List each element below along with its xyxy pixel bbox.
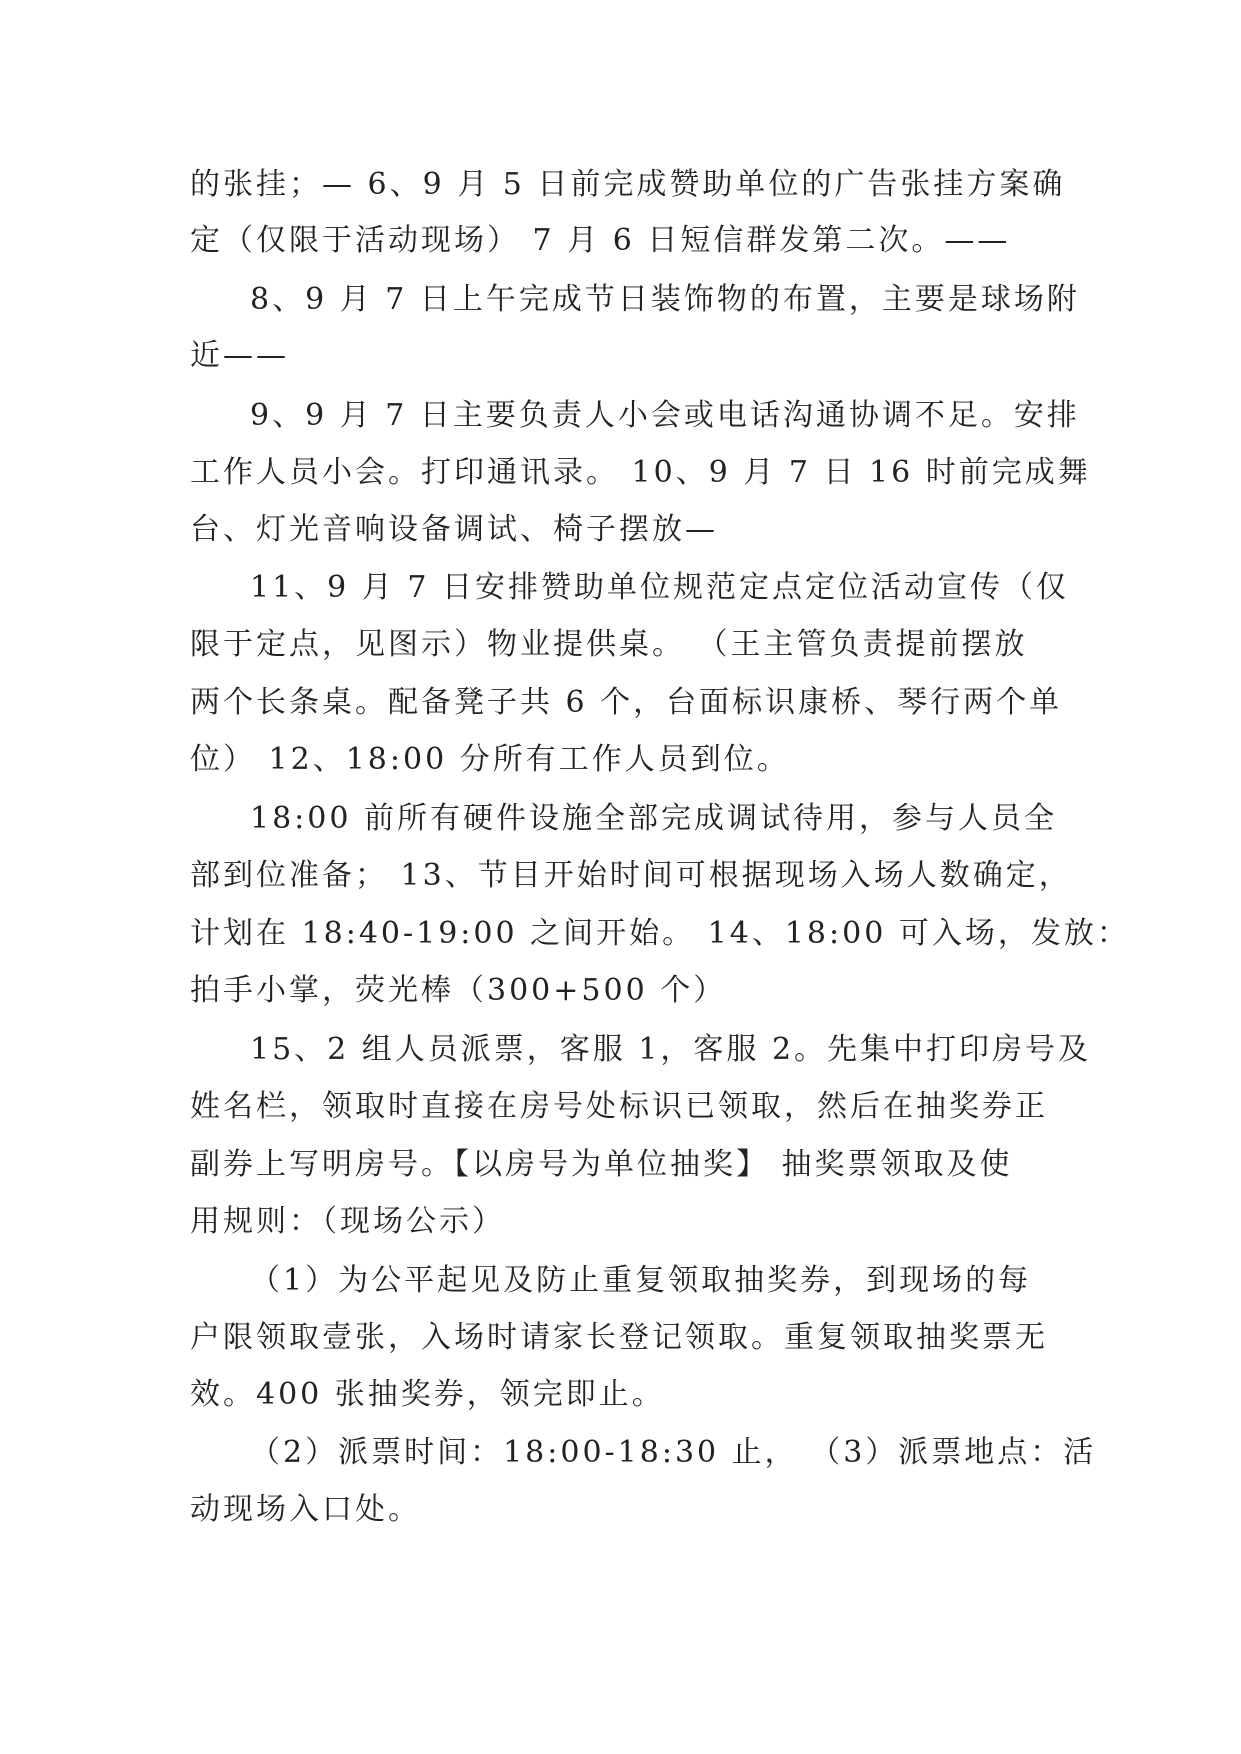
text-line: 台、灯光音响设备调试、椅子摆放—: [190, 512, 718, 547]
text-line: 定（仅限于活动现场） 7 月 6 日短信群发第二次。——: [190, 223, 1011, 258]
text-line: 11、9 月 7 日安排赞助单位规范定点定位活动宣传（仅: [250, 570, 1069, 605]
text-line: 效。400 张抽奖券，领完即止。: [190, 1377, 665, 1412]
text-line: 计划在 18:40-19:00 之间开始。 14、18:00 可入场，发放：: [190, 916, 1130, 951]
text-line: 用规则：（现场公示）: [190, 1204, 505, 1239]
text-line: 18:00 前所有硬件设施全部完成调试待用，参与人员全: [250, 801, 1057, 836]
text-line: 部到位准备； 13、节目开始时间可根据现场入场人数确定，: [190, 858, 1072, 893]
text-line: 动现场入口处。: [190, 1492, 421, 1527]
text-line: 15、2 组人员派票，客服 1，客服 2。先集中打印房号及: [250, 1032, 1092, 1067]
text-line: 近——: [190, 338, 289, 373]
text-line: 户限领取壹张，入场时请家长登记领取。重复领取抽奖票无: [190, 1320, 1048, 1355]
text-line: 9、9 月 7 日主要负责人小会或电话沟通协调不足。安排: [250, 398, 1080, 433]
text-line: 两个长条桌。配备凳子共 6 个，台面标识康桥、琴行两个单: [190, 685, 1063, 720]
text-line: 姓名栏，领取时直接在房号处标识已领取，然后在抽奖券正: [190, 1089, 1048, 1124]
text-line: （2）派票时间：18:00-18:30 止， （3）派票地点：活: [250, 1435, 1097, 1470]
text-line: 工作人员小会。打印通讯录。 10、9 月 7 日 16 时前完成舞: [190, 455, 1091, 490]
text-line: （1）为公平起见及防止重复领取抽奖券，到现场的每: [250, 1263, 1032, 1298]
text-line: 限于定点，见图示）物业提供桌。 （王主管负责提前摆放: [190, 627, 1028, 662]
text-line: 副券上写明房号。【以房号为单位抽奖】 抽奖票领取及使: [190, 1147, 1013, 1182]
text-line: 的张挂；— 6、9 月 5 日前完成赞助单位的广告张挂方案确: [190, 167, 1066, 202]
text-line: 拍手小掌，荧光棒（300+500 个）: [190, 973, 727, 1008]
text-line: 位） 12、18:00 分所有工作人员到位。: [190, 742, 790, 777]
text-line: 8、9 月 7 日上午完成节日装饰物的布置，主要是球场附: [250, 282, 1080, 317]
